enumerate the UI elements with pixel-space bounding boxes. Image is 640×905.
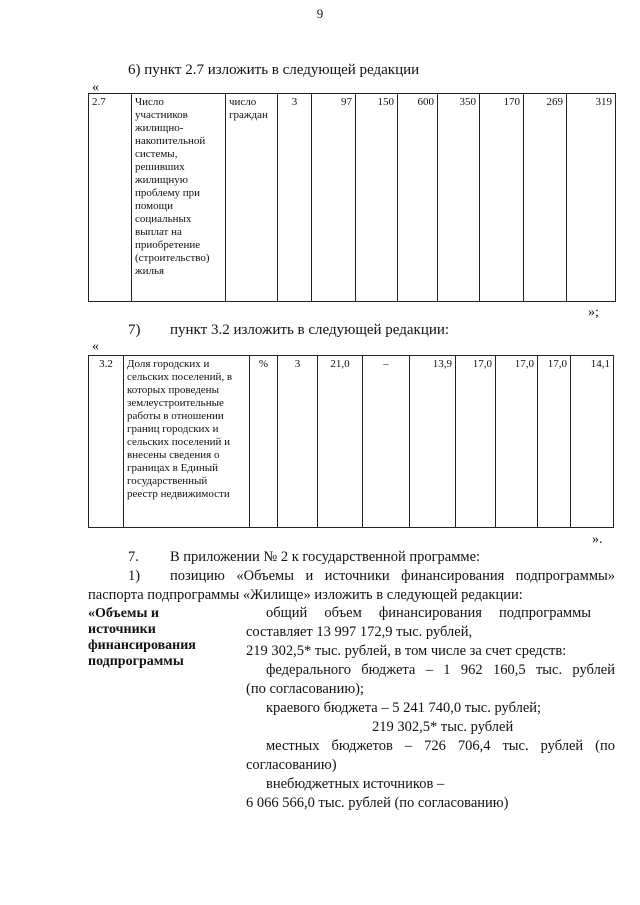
financing-line-2: составляет 13 997 172,9 тыс. рублей, [246, 624, 473, 640]
item-7-open-quote: « [92, 339, 99, 354]
row-number: 3.2 [89, 356, 124, 528]
financing-line-5: (по согласованию); [246, 681, 365, 697]
row-number: 2.7 [89, 94, 132, 302]
value-cell: 13,9 [410, 356, 456, 528]
value-cell: 269 [524, 94, 567, 302]
indicator-name: Доля городских и сельских поселений, в которых проведены землеустроительные работы в отношении границ городских и сельских поселений и внесены сведения о границах в Единый государственный реестр недвижимости [124, 356, 250, 528]
page-number: 9 [316, 6, 324, 21]
value-cell: 97 [312, 94, 356, 302]
financing-line-11: 6 066 566,0 тыс. рублей (по согласованию) [246, 795, 509, 811]
section-7-number: 7. [128, 549, 139, 565]
item-7-number: 7) [128, 322, 141, 338]
item-7-close-quote: ». [592, 532, 603, 547]
value-cell: 21,0 [318, 356, 363, 528]
value-cell: 3 [278, 356, 318, 528]
value-cell: – [363, 356, 410, 528]
financing-line-10: внебюджетных источников – [266, 776, 445, 792]
item-6-open-quote: « [92, 80, 99, 95]
section-7-text: В приложении № 2 к государственной программе: [170, 549, 481, 565]
financing-line-8: местных бюджетов – 726 706,4 тыс. рублей (по [266, 738, 615, 754]
value-cell: 170 [480, 94, 524, 302]
unit-cell: % [250, 356, 278, 528]
financing-label: «Объемы и источники финансирования подпрограммы [88, 606, 196, 669]
financing-line-1: общий объем финансирования подпрограммы [266, 605, 591, 621]
section-7-sub-line-2: паспорта подпрограммы «Жилище» изложить в следующей редакции: [88, 587, 523, 603]
value-cell: 17,0 [456, 356, 496, 528]
indicator-name: Число участников жилищно- накопительной системы, решивших жилищную проблему при помощи социальных выплат на приобретение (строительство) жилья [132, 94, 226, 302]
financing-line-6: краевого бюджета – 5 241 740,0 тыс. рублей; [266, 700, 542, 716]
value-cell: 14,1 [571, 356, 614, 528]
value-cell: 319 [567, 94, 616, 302]
table-row [89, 356, 614, 528]
section-7-sub-line-1: позицию «Объемы и источники финансирования подпрограммы» [170, 568, 615, 584]
item-6-close-quote: »; [588, 305, 599, 320]
financing-line-3: 219 302,5* тыс. рублей, в том числе за счет средств: [246, 643, 567, 659]
table-item-2-7 [88, 93, 616, 302]
value-cell: 3 [278, 94, 312, 302]
table-item-3-2 [88, 355, 614, 528]
unit-cell: число граждан [226, 94, 278, 302]
value-cell: 17,0 [538, 356, 571, 528]
value-cell: 600 [398, 94, 438, 302]
financing-line-4: федерального бюджета – 1 962 160,5 тыс. рублей [266, 662, 615, 678]
financing-line-7: 219 302,5* тыс. рублей [372, 719, 514, 735]
value-cell: 150 [356, 94, 398, 302]
item-7-heading: пункт 3.2 изложить в следующей редакции: [170, 322, 450, 338]
item-6-heading: 6) пункт 2.7 изложить в следующей редакции [128, 62, 420, 78]
value-cell: 350 [438, 94, 480, 302]
value-cell: 17,0 [496, 356, 538, 528]
table-row [89, 94, 616, 302]
financing-line-9: согласованию) [246, 757, 337, 773]
section-7-sub-number: 1) [128, 568, 141, 584]
